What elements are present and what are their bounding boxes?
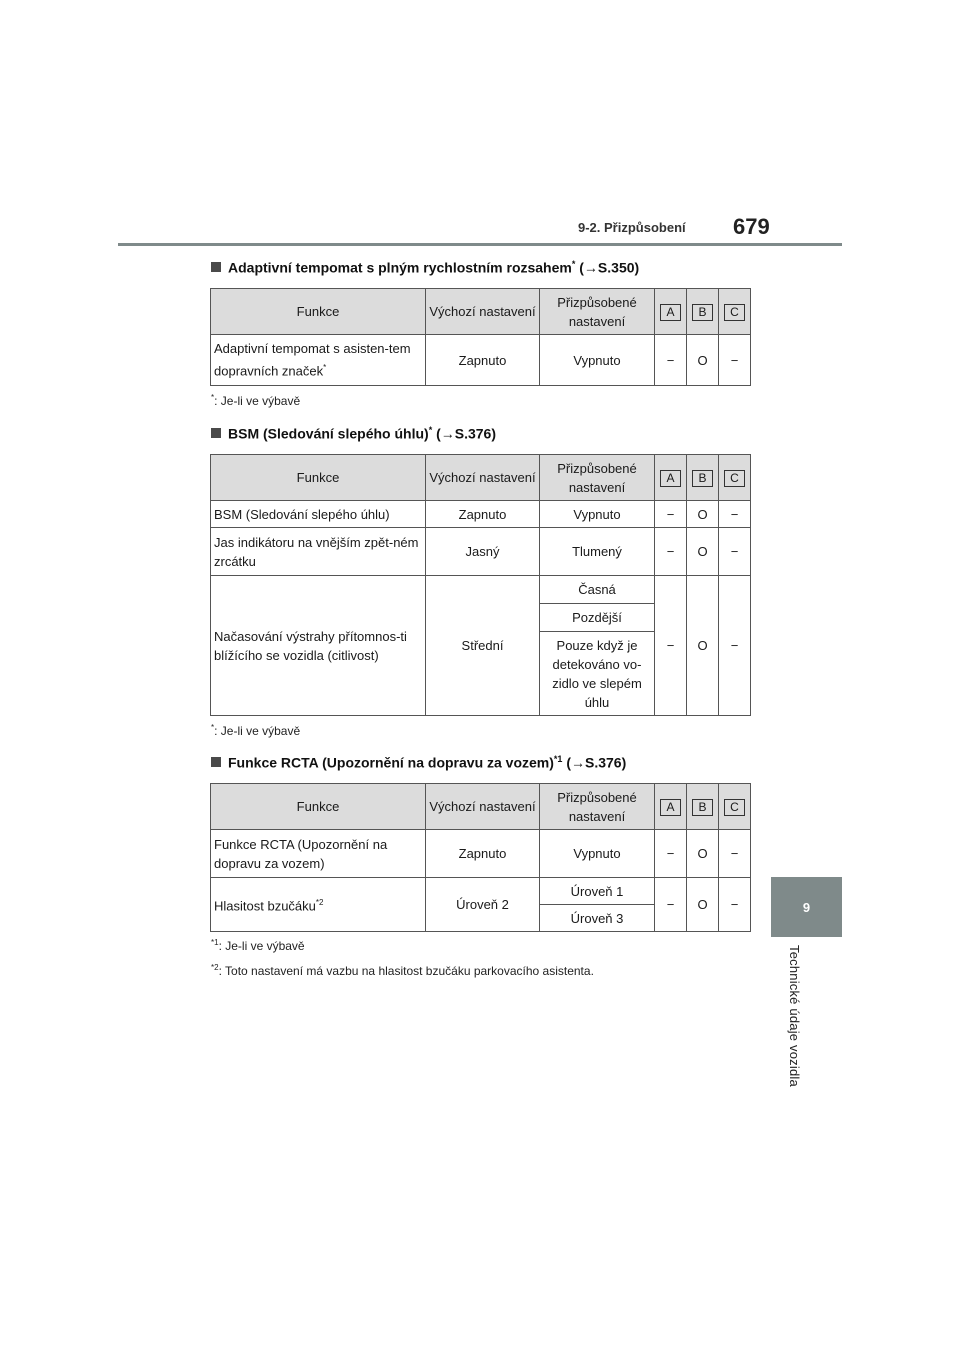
col-default: Výchozí nastavení [426, 289, 540, 335]
col-function: Funkce [211, 289, 426, 335]
b-cell: O [687, 830, 719, 878]
c-cell: − [719, 830, 751, 878]
section1-footnote: *: Je-li ve výbavě [211, 393, 301, 408]
col-function: Funkce [211, 455, 426, 501]
function-cell: Funkce RCTA (Upozornění na dopravu za vozem) [211, 830, 426, 878]
c-cell: − [719, 576, 751, 716]
default-cell: Zapnuto [426, 830, 540, 878]
col-b: B [692, 470, 713, 487]
table-header-row [211, 455, 751, 501]
chapter-title: Technické údaje vozidla [787, 945, 802, 1087]
default-cell: Zapnuto [426, 335, 540, 386]
b-cell: O [687, 528, 719, 576]
c-cell: − [719, 878, 751, 932]
table-row [211, 576, 751, 604]
col-c: C [724, 470, 745, 487]
section1-ref[interactable]: (→S.350) [579, 259, 640, 276]
b-cell: O [687, 335, 719, 386]
col-c: C [724, 304, 745, 321]
table-header-row [211, 784, 751, 830]
table-row [211, 830, 751, 878]
default-cell: Úroveň 2 [426, 878, 540, 932]
table-header-row [211, 289, 751, 335]
section1-title: Adaptivní tempomat s plným rychlostním rozsahem* (→S.350) [211, 259, 639, 276]
col-b: B [692, 304, 713, 321]
a-cell: − [655, 878, 687, 932]
table-row [211, 501, 751, 528]
custom-cell: Úroveň 1 [540, 878, 655, 905]
b-cell: O [687, 576, 719, 716]
custom-cell: Úroveň 3 [540, 905, 655, 932]
square-bullet-icon [211, 428, 221, 438]
custom-cell: Pozdější [540, 604, 655, 632]
section3-title: Funkce RCTA (Upozornění na dopravu za vozem)$^{*1}$ (→S.376) [211, 754, 626, 771]
function-cell: BSM (Sledování slepého úhlu) [211, 501, 426, 528]
default-cell: Zapnuto [426, 501, 540, 528]
col-a: A [660, 304, 681, 321]
custom-cell: Vypnuto [540, 335, 655, 386]
a-cell: − [655, 335, 687, 386]
custom-cell: Časná [540, 576, 655, 604]
section2-ref[interactable]: (→S.376) [436, 425, 497, 442]
col-c: C [724, 799, 745, 816]
custom-cell: Pouze když je detekováno vo-zidlo ve slepém úhlu [540, 632, 655, 716]
custom-cell: Vypnuto [540, 501, 655, 528]
col-function: Funkce [211, 784, 426, 830]
custom-cell: Vypnuto [540, 830, 655, 878]
table-row [211, 528, 751, 576]
a-cell: − [655, 830, 687, 878]
col-custom: Přizpůsobené nastavení [540, 455, 655, 501]
function-cell: Načasování výstrahy přítomnos-ti blížícího se vozidla (citlivost) [211, 576, 426, 716]
col-a: A [660, 470, 681, 487]
square-bullet-icon [211, 757, 221, 767]
col-custom: Přizpůsobené nastavení [540, 784, 655, 830]
section3-footnote-2: $^{*2}$: Toto nastavení má vazbu na hlasitost bzučáku parkovacího asistenta. [211, 963, 594, 978]
col-b: B [692, 799, 713, 816]
function-cell: Jas indikátoru na vnějším zpět-ném zrcátku [211, 528, 426, 576]
col-default: Výchozí nastavení [426, 784, 540, 830]
c-cell: − [719, 528, 751, 576]
c-cell: − [719, 335, 751, 386]
page-number: 679 [733, 214, 770, 239]
section3-table [210, 783, 751, 932]
b-cell: O [687, 878, 719, 932]
default-cell: Jasný [426, 528, 540, 576]
a-cell: − [655, 501, 687, 528]
chapter-number: 9 [802, 899, 811, 915]
c-cell: − [719, 501, 751, 528]
function-cell: Adaptivní tempomat s asisten-tem dopravních značek* [211, 335, 426, 386]
col-custom: Přizpůsobené nastavení [540, 289, 655, 335]
b-cell: O [687, 501, 719, 528]
section2-footnote: *: Je-li ve výbavě [211, 723, 301, 738]
col-default: Výchozí nastavení [426, 455, 540, 501]
square-bullet-icon [211, 262, 221, 272]
a-cell: − [655, 528, 687, 576]
custom-cell: Tlumený [540, 528, 655, 576]
a-cell: − [655, 576, 687, 716]
header-divider [118, 243, 842, 246]
section3-footnote-1: $^{*1}$: Je-li ve výbavě [211, 938, 305, 953]
section3-ref[interactable]: (→S.376) [566, 754, 627, 771]
function-cell: Hlasitost bzučáku$^{*2}$ [211, 878, 426, 932]
default-cell: Střední [426, 576, 540, 716]
chapter-tab[interactable] [771, 877, 842, 937]
section1-table [210, 288, 751, 386]
col-a: A [660, 799, 681, 816]
section2-table [210, 454, 751, 716]
table-row [211, 335, 751, 386]
section-header: 9-2. Přizpůsobení [578, 220, 686, 235]
section2-title: BSM (Sledování slepého úhlu)* (→S.376) [211, 425, 496, 442]
table-row [211, 878, 751, 905]
